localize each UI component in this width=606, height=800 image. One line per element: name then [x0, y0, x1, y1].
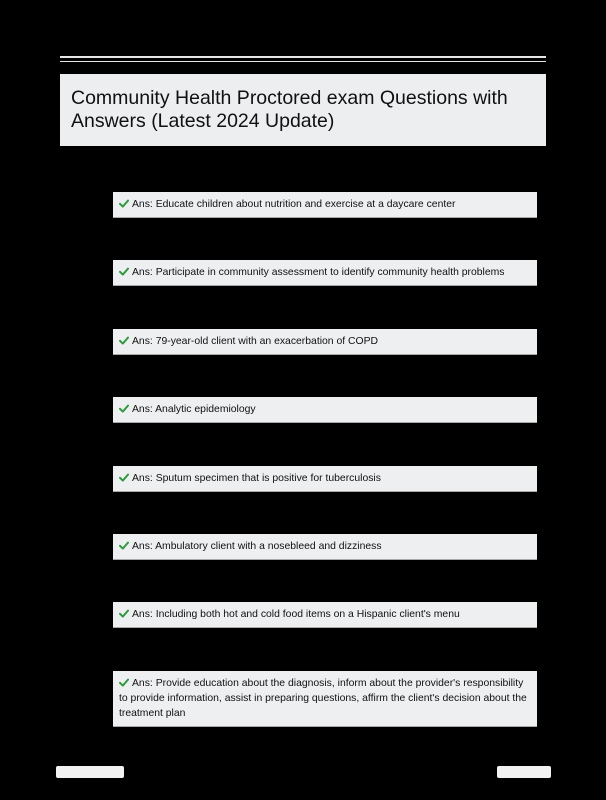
footer-right-redacted	[497, 766, 551, 778]
answer-text: Participate in community assessment to identify community health problems	[155, 267, 505, 278]
answer-text: Educate children about nutrition and exercise at a daycare center	[155, 199, 456, 210]
answer-text: Sputum specimen that is positive for tuberculosis	[155, 473, 381, 484]
answer-text: Including both hot and cold food items on a Hispanic client's menu	[155, 609, 460, 620]
check-icon	[119, 404, 129, 413]
page-title: Community Health Proctored exam Questions with Answers (Latest 2024 Update)	[71, 87, 508, 132]
header-rule-top	[60, 56, 546, 58]
header-rule-bottom	[60, 61, 546, 62]
answer-prefix: Ans:	[132, 609, 153, 620]
check-icon	[119, 678, 129, 687]
check-icon	[119, 541, 129, 550]
answer-prefix: Ans:	[132, 678, 153, 689]
answer-box	[113, 671, 537, 727]
answer-prefix: Ans:	[132, 199, 153, 210]
footer-left-redacted	[56, 766, 124, 778]
answer-prefix: Ans:	[132, 267, 153, 278]
answer-text: Ambulatory client with a nosebleed and dizziness	[155, 541, 382, 552]
answer-prefix: Ans:	[132, 404, 153, 415]
check-icon	[119, 336, 129, 345]
check-icon	[119, 609, 129, 618]
answer-box	[113, 397, 537, 423]
answer-text: Provide education about the diagnosis, inform about the provider's responsibility to provide information, assist in preparing questions, affirm the client's decision about the treatment plan	[119, 678, 527, 719]
answer-box	[113, 192, 537, 218]
answer-prefix: Ans:	[132, 336, 153, 347]
answer-box	[113, 329, 537, 355]
answer-prefix: Ans:	[132, 541, 153, 552]
answer-text: 79-year-old client with an exacerbation of COPD	[155, 336, 379, 347]
title-box	[60, 74, 546, 146]
answer-text: Analytic epidemiology	[155, 404, 256, 415]
answer-box	[113, 260, 537, 286]
check-icon	[119, 199, 129, 208]
answer-prefix: Ans:	[132, 473, 153, 484]
answer-box	[113, 534, 537, 560]
check-icon	[119, 267, 129, 276]
answer-box	[113, 466, 537, 492]
check-icon	[119, 473, 129, 482]
answer-box	[113, 602, 537, 628]
